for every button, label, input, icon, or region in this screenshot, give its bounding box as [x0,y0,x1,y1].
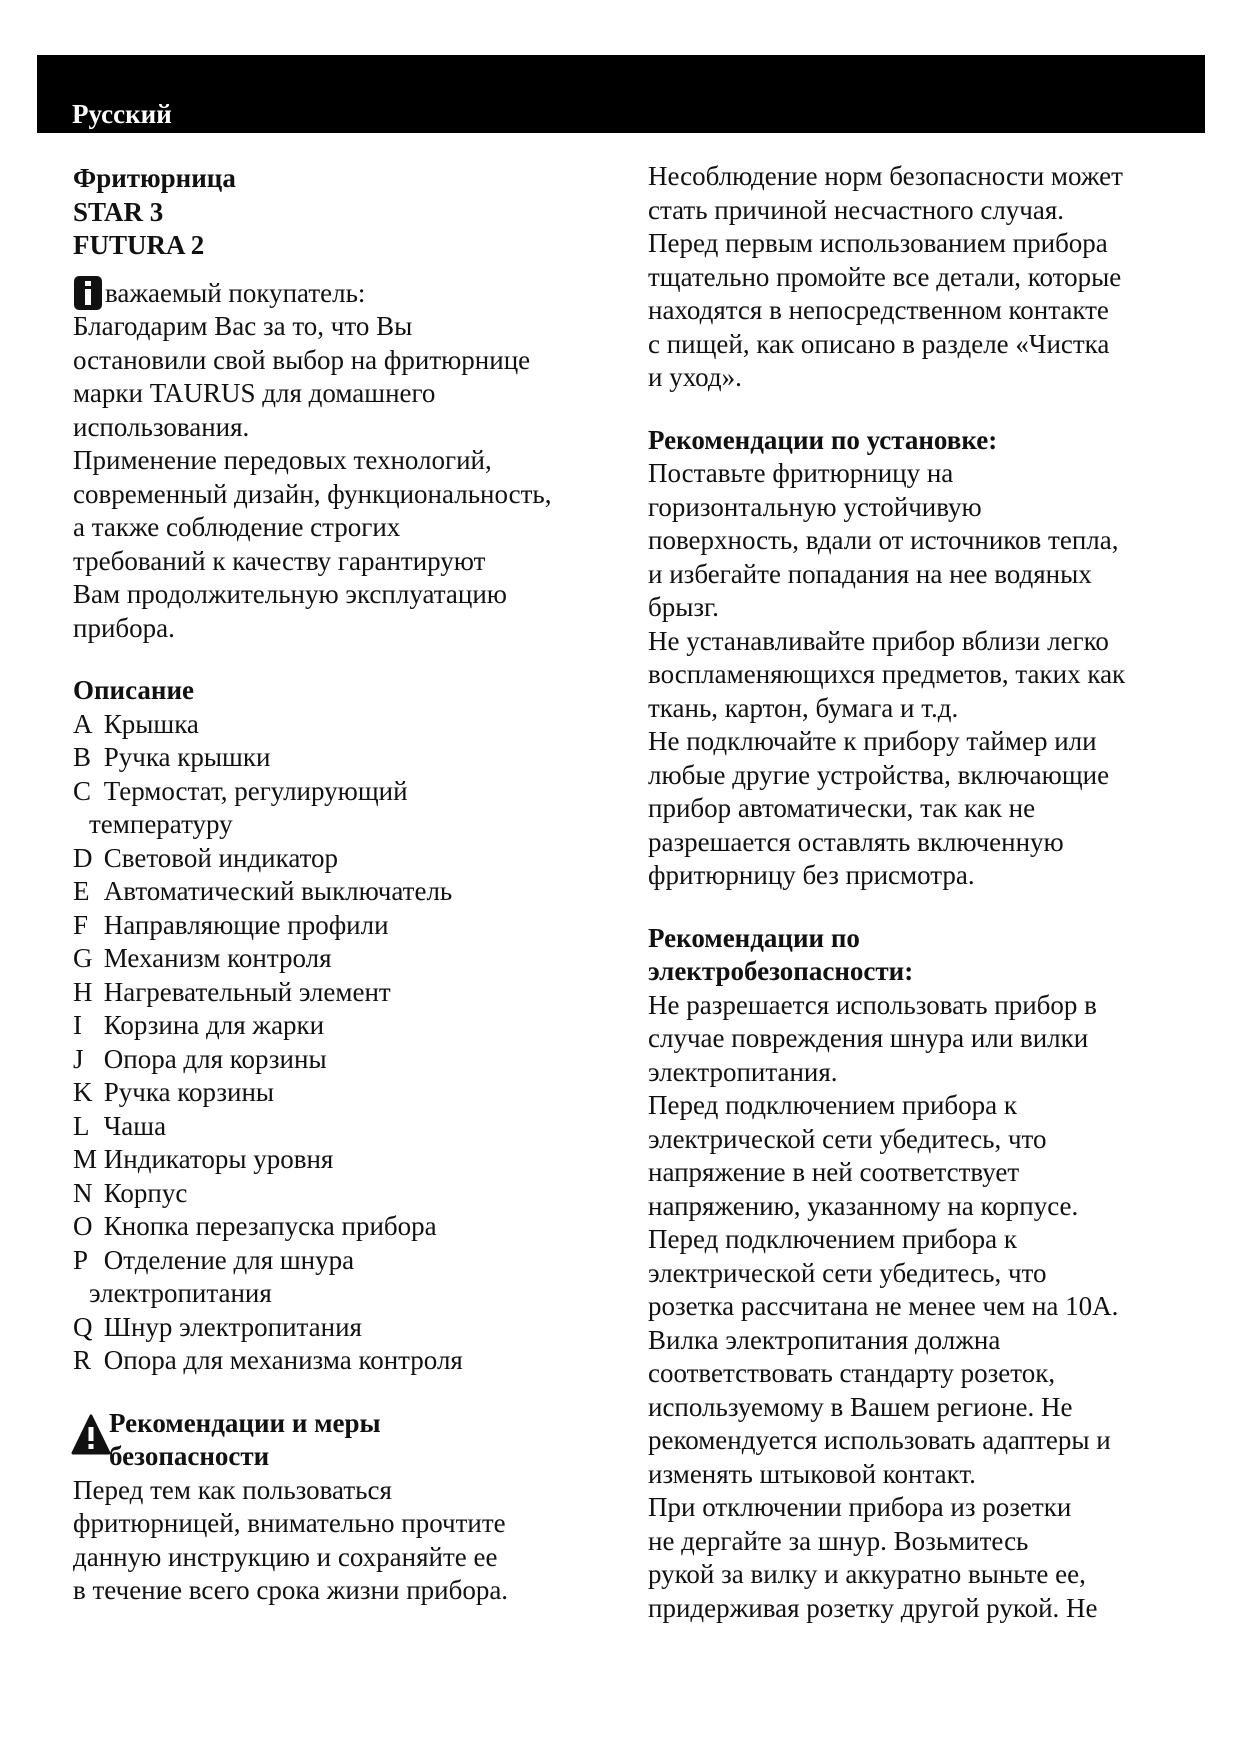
list-item-text: Ручка корзины [103,1077,275,1107]
right-column [648,160,1188,1625]
install-line: любые другие устройства, включающие [648,759,1110,790]
list-item-letter: E [73,876,90,906]
list-item [73,1110,633,1144]
intro-block [73,277,633,646]
install-line: Не устанавливайте прибор вблизи легко [648,625,1109,656]
list-item-letter: P [73,1244,89,1275]
list-item [73,708,633,742]
intro-line: прибора. [73,612,175,643]
install-line: ткань, картон, бумага и т.д. [648,692,959,723]
electrical-line: случае повреждения шнура или вилки [648,1023,1089,1053]
body-line: стать причиной несчастного случая. [648,194,1065,225]
electrical-line: Перед подключением прибора к [648,1090,1018,1120]
list-item-text: Опора для механизма контроля [103,1345,463,1375]
list-item [73,1344,633,1378]
product-name: Фритюрница [73,163,236,193]
electrical-line: электропитания. [648,1056,838,1087]
install-line: брызг. [648,592,719,622]
body-line: Несоблюдение норм безопасности может [648,161,1123,191]
intro-line: марки TAURUS для домашнего [73,378,436,408]
list-item [73,1210,633,1244]
electrical-title: Рекомендации по [648,922,860,953]
safety-line: в течение всего срока жизни прибора. [73,1575,509,1605]
list-item-letter: I [73,1010,82,1040]
list-item-letter: Q [73,1311,93,1342]
list-item-text: Термостат, регулирующий [103,775,408,806]
list-item-letter: F [73,909,89,940]
description-list [73,708,633,1378]
install-line: Поставьте фритюрницу на [648,458,954,488]
electrical-line: Не разрешается использовать прибор в [648,989,1097,1020]
body-line: тщательно промойте все детали, которые [648,261,1122,292]
list-item-text: Отделение для шнура [103,1244,355,1275]
intro-line: требований к качеству гарантируют [73,545,486,576]
list-item-text: Опора для корзины [103,1043,327,1074]
list-item-letter: O [73,1211,93,1241]
list-item-text: Корзина для жарки [103,1010,325,1040]
safety-line: данную инструкцию и сохраняйте ее [73,1541,498,1572]
list-item [73,1076,633,1110]
install-title: Рекомендации по установке: [648,424,998,455]
product-model-2: FUTURA 2 [73,230,205,260]
list-item-text: Направляющие профили [103,909,389,940]
safety-line: фритюрницей, внимательно прочтите [73,1508,506,1538]
list-item-text: Индикаторы уровня [103,1144,334,1174]
list-item-text: Крышка [103,708,199,739]
info-icon [73,275,103,313]
install-line: Не подключайте к прибору таймер или [648,726,1097,756]
list-item-letter: J [73,1043,84,1074]
list-item [73,1009,633,1043]
list-item [73,842,633,876]
install-line: прибор автоматически, так как не [648,793,1036,823]
list-item-continuation: электропитания [89,1278,272,1308]
list-item-letter: B [73,742,92,772]
electrical-title: электробезопасности: [648,956,914,986]
list-item-letter: R [73,1345,92,1375]
electrical-line: При отключении прибора из розетки [648,1492,1072,1522]
electrical-line: Перед подключением прибора к [648,1224,1018,1254]
list-item-letter: L [73,1110,90,1141]
list-item [73,909,633,943]
list-item-letter: C [73,775,92,806]
list-item-letter: G [73,943,93,973]
body-line: с пищей, как описано в разделе «Чистка [648,328,1110,359]
intro-line: остановили свой выбор на фритюрнице [73,344,531,375]
list-item-text: Шнур электропитания [103,1311,362,1342]
electrical-line: розетка рассчитана не менее чем на 10А. [648,1291,1119,1321]
left-column [73,162,633,1608]
body-line: находятся в непосредственном контакте [648,295,1109,325]
list-item-letter: M [73,1144,98,1174]
electrical-line: напряжение в ней соответствует [648,1157,1020,1187]
safety-title: безопасности [109,1441,270,1471]
list-item-text: Световой индикатор [103,842,339,873]
header-bar [37,55,1205,133]
intro-line: использования. [73,411,250,442]
list-item [73,1177,633,1211]
list-item-text: Корпус [103,1177,188,1208]
list-item-letter: K [73,1077,93,1107]
list-item [73,775,633,809]
electrical-line: рукой за вилку и аккуратно выньте ее, [648,1559,1086,1589]
safety-title-block [73,1407,633,1474]
list-item [73,1043,633,1077]
install-line: поверхность, вдали от источников тепла, [648,525,1119,555]
list-item [73,1311,633,1345]
product-model-1: STAR 3 [73,196,164,227]
list-item-letter: H [73,976,93,1007]
intro-greeting: важаемый покупатель: [105,277,366,308]
list-item-letter: A [73,708,93,739]
install-line: воспламеняющихся предметов, таких как [648,659,1126,689]
electrical-line: придерживая розетку другой рукой. Не [648,1592,1098,1623]
list-item-text: Механизм контроля [103,943,332,973]
list-item [73,1244,633,1278]
list-item-text: Ручка крышки [103,742,271,772]
list-item [73,875,633,909]
install-line: горизонтальную устойчивую [648,491,982,522]
list-item-text: Нагревательный элемент [103,976,391,1007]
body-line: и уход». [648,362,742,392]
electrical-line: электрической сети убедитесь, что [648,1123,1047,1154]
intro-line: Благодарим Вас за то, что Вы [73,311,413,341]
electrical-line: рекомендуется использовать адаптеры и [648,1425,1111,1455]
safety-line: Перед тем как пользоваться [73,1474,392,1505]
list-item-continuation: температуру [89,809,233,839]
electrical-line: Вилка электропитания должна [648,1324,1001,1355]
list-item-letter: N [73,1177,93,1208]
electrical-line: соответствовать стандарту розеток, [648,1358,1056,1388]
description-title: Описание [73,675,195,705]
list-item-text: Кнопка перезапуска прибора [103,1211,437,1241]
list-item-letter: D [73,842,93,873]
body-line: Перед первым использованием прибора [648,228,1108,258]
list-item [73,1143,633,1177]
electrical-line: электрической сети убедитесь, что [648,1257,1047,1288]
electrical-line: не дергайте за шнур. Возьмитесь [648,1525,1029,1556]
install-line: и избегайте попадания на нее водяных [648,558,1092,589]
safety-title: Рекомендации и меры [109,1407,381,1438]
list-item-text: Автоматический выключатель [103,876,453,906]
list-item [73,942,633,976]
list-item-text: Чаша [103,1110,167,1141]
electrical-line: напряжению, указанному на корпусе. [648,1190,1079,1221]
intro-line: Вам продолжительную эксплуатацию [73,579,507,609]
list-item [73,741,633,775]
intro-line: современный дизайн, функциональность, [73,478,552,509]
warning-icon [71,1413,111,1457]
install-line: разрешается оставлять включенную [648,826,1064,857]
electrical-line: изменять штыковой контакт. [648,1458,976,1489]
intro-line: а также соблюдение строгих [73,512,401,542]
intro-line: Применение передовых технологий, [73,445,492,475]
install-line: фритюрницу без присмотра. [648,860,975,890]
list-item [73,976,633,1010]
language-title: Русский [72,99,172,129]
electrical-line: используемому в Вашем регионе. Не [648,1391,1073,1422]
